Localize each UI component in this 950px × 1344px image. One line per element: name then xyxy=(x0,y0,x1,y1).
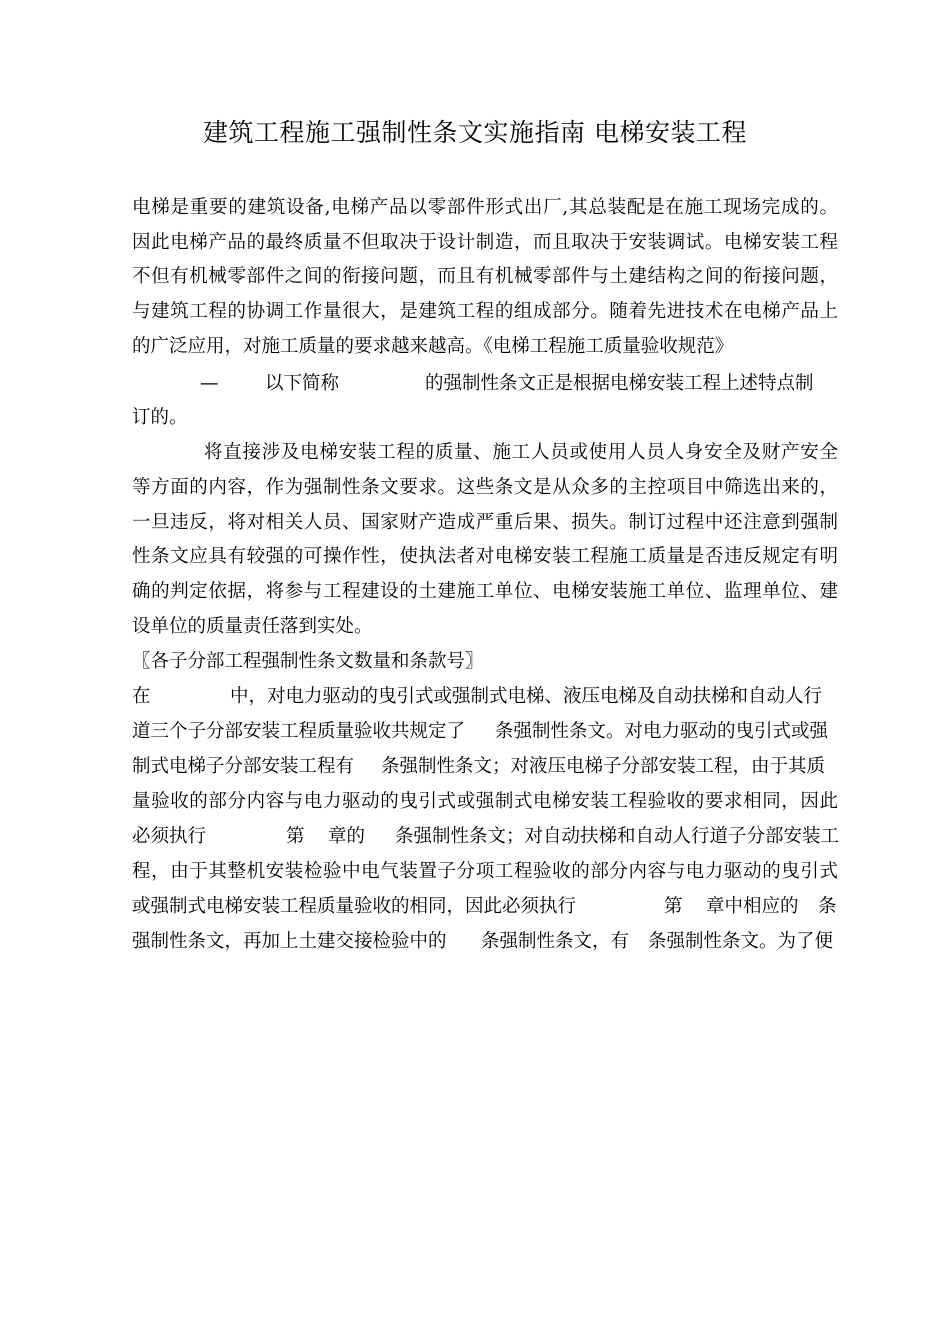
paragraph-line: 设单位的质量责任落到实处。 xyxy=(132,616,373,637)
paragraph-line: 量验收的部分内容与电力驱动的曳引式或强制式电梯安装工程验收的要求相同，因此 xyxy=(132,791,838,812)
paragraph-segment: 中，对电力驱动的曳引式或强制式电梯、液压电梯及自动扶梯和自动人行 xyxy=(230,686,823,707)
paragraph-segment: 条强制性条文。对电力驱动的曳引式或强 xyxy=(495,721,829,742)
paragraph-line: 因此电梯产品的最终质量不但取决于设计制造，而且取决于安装调试。电梯安装工程 xyxy=(132,232,838,253)
paragraph-segment: 道三个子分部安装工程质量验收共规定了 xyxy=(132,721,466,742)
section-heading: 〖各子分部工程强制性条文数量和条款号〗 xyxy=(132,651,484,672)
paragraph-segment: 条 xyxy=(818,896,837,917)
paragraph-line: 与建筑工程的协调工作量很大，是建筑工程的组成部分。随着先进技术在电梯产品上 xyxy=(132,301,838,322)
paragraph-line: 不但有机械零部件之间的衔接问题，而且有机械零部件与土建结构之间的衔接问题， xyxy=(132,266,838,287)
paragraph-segment: 章的 xyxy=(328,826,366,847)
paragraph-line: 将直接涉及电梯安装工程的质量、施工人员或使用人员人身安全及财产安全 xyxy=(204,442,838,463)
paragraph-segment: 条强制性条文，有 xyxy=(481,931,630,952)
paragraph-line: 订的。 xyxy=(132,407,188,428)
paragraph-segment: 强制性条文，再加上土建交接检验中的 xyxy=(132,931,447,952)
paragraph-segment: 必须执行 xyxy=(132,826,207,847)
abbreviation-label: 以下简称 xyxy=(265,373,340,394)
paragraph-segment: 条强制性条文；对液压电梯子分部安装工程，由于其质 xyxy=(381,756,826,777)
dash-text: — xyxy=(200,373,219,394)
paragraph-segment: 制式电梯子分部安装工程有 xyxy=(132,756,355,777)
document-title: 建筑工程施工强制性条文实施指南 电梯安装工程 xyxy=(203,118,747,147)
paragraph-line: 程，由于其整机安装检验中电气装置子分项工程验收的部分内容与电力驱动的曳引式 xyxy=(132,861,838,882)
paragraph-line: 电梯是重要的建筑设备,电梯产品以零部件形式出厂,其总装配是在施工现场完成的。 xyxy=(132,197,838,218)
paragraph-line: 等方面的内容，作为强制性条文要求。这些条文是从众多的主控项目中筛选出来的， xyxy=(132,477,838,498)
paragraph-segment: 条强制性条文。为了便 xyxy=(648,931,834,952)
paragraph-line: 性条文应具有较强的可操作性，使执法者对电梯安装工程施工质量是否违反规定有明 xyxy=(132,546,838,567)
paragraph-line: 的广泛应用，对施工质量的要求越来越高。《电梯工程施工质量验收规范》 xyxy=(132,336,734,357)
paragraph-segment: 章中相应的 xyxy=(706,896,799,917)
paragraph-segment: 条强制性条文；对自动扶梯和自动人行道子分部安装工 xyxy=(395,826,840,847)
paragraph-segment: 第 xyxy=(286,826,305,847)
paragraph-segment: 在 xyxy=(132,686,151,707)
paragraph-line: 一旦违反，将对相关人员、国家财产造成严重后果、损失。制订过程中还注意到强制 xyxy=(132,512,838,533)
paragraph-line: 确的判定依据，将参与工程建设的土建施工单位、电梯安装施工单位、监理单位、建 xyxy=(132,581,838,602)
paragraph-segment: 或强制式电梯安装工程质量验收的相同，因此必须执行 xyxy=(132,896,577,917)
paragraph-line: 的强制性条文正是根据电梯安装工程上述特点制 xyxy=(425,373,814,394)
paragraph-segment: 第 xyxy=(664,896,683,917)
